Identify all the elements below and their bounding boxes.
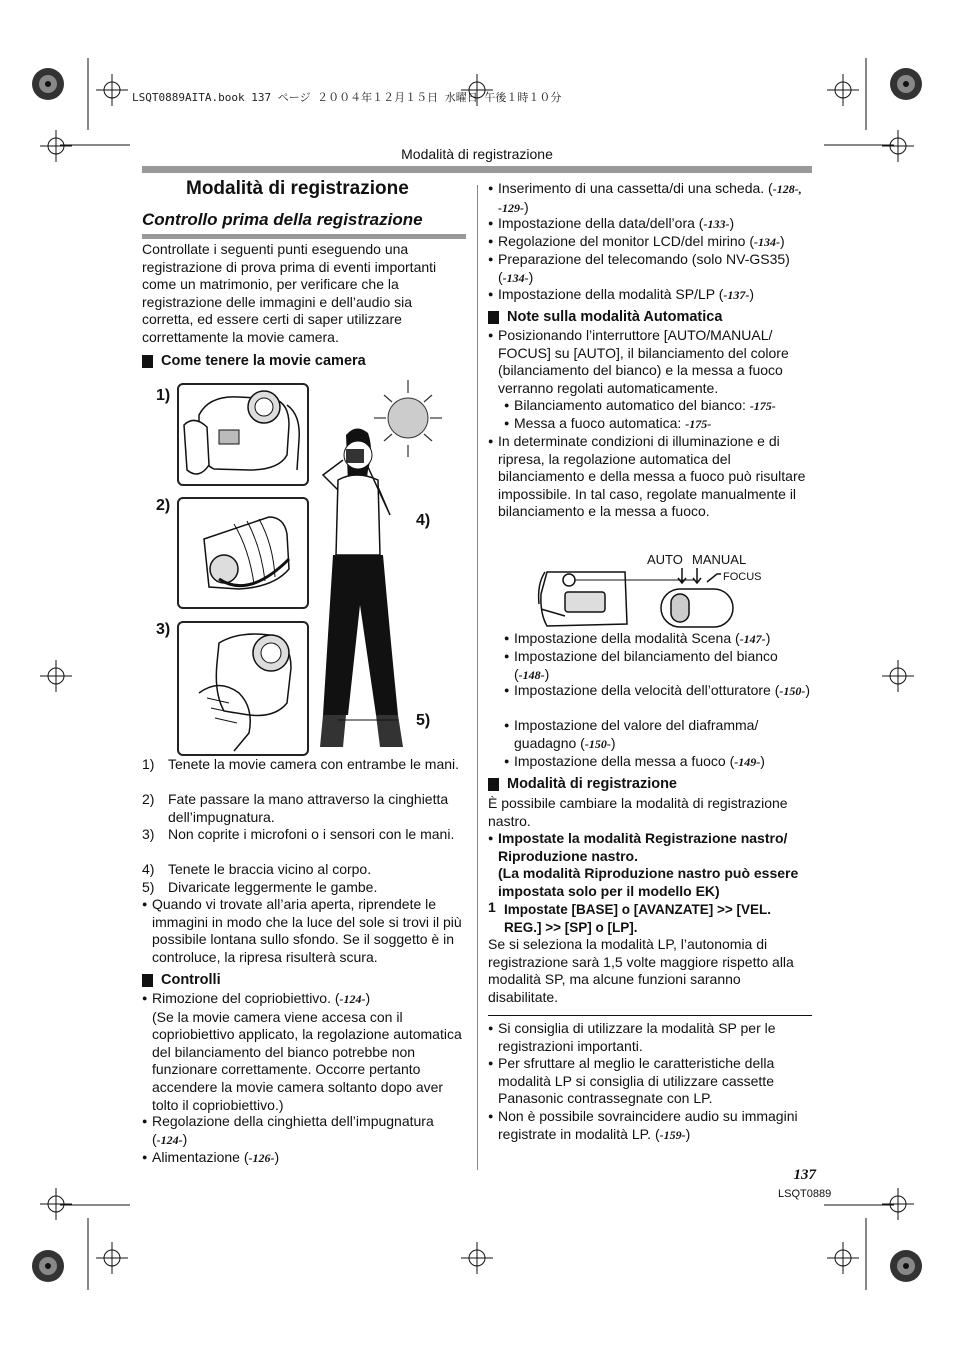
person-holding-camera-illustration bbox=[318, 375, 448, 753]
controls-bullet: ● Rimozione del copriobiettivo. (-124-) (Se la movie camera viene accesa con il copriobiettivo applicato, la regolazione automatica del bilanciamento del bianco potrebbe non funzionare correttamente. Occorre pertanto accendere la movie camera soltanto dopo aver tolto il copriobiettivo.) bbox=[142, 990, 470, 1114]
hold-item: 1) Tenete la movie camera con entrambe le mani. bbox=[142, 756, 460, 772]
hold-item: 2) Fate passare la mano attraverso la cinghietta dell’impugnatura. bbox=[142, 791, 449, 825]
check-bullet: ● Regolazione del monitor LCD/del mirino (-134-) bbox=[488, 233, 818, 252]
auto-bullet: ● In determinate condizioni di illuminazione e di ripresa, la regolazione automatica del bilanciamento e della messa a fuoco può risultare impossibile. In tal caso, regolate manualmente il bilanciamento e la messa a fuoco. bbox=[488, 433, 818, 521]
notes-rule bbox=[488, 1015, 812, 1016]
column-divider bbox=[477, 185, 478, 1170]
switch-label-focus: FOCUS bbox=[723, 571, 762, 583]
manual-setting-bullet: ● Impostazione della modalità Scena (-147-) bbox=[504, 630, 814, 649]
camera-grip-strap-illustration bbox=[177, 497, 309, 609]
auto-mode-heading: Note sulla modalità Automatica bbox=[488, 309, 722, 325]
fig-label-5: 5) bbox=[416, 712, 431, 729]
manual-setting-bullet: ● Impostazione del valore del diaframma/ guadagno (-150-) bbox=[504, 717, 794, 753]
note-bullet: ● Non è possibile sovraincidere audio su immagini registrate in modalità LP. (-159-) bbox=[488, 1108, 822, 1144]
hold-heading bbox=[142, 353, 366, 369]
check-bullet: ● Preparazione del telecomando (solo NV-GS35) (-134-) bbox=[488, 251, 818, 287]
section-square-icon bbox=[142, 974, 153, 987]
section-square-icon bbox=[142, 355, 153, 368]
section-square-icon bbox=[488, 778, 499, 791]
auto-manual-switch-illustration bbox=[535, 564, 745, 630]
fig-label-1: 1) bbox=[156, 387, 171, 404]
section-subtitle: Controllo prima della registrazione bbox=[142, 210, 423, 229]
controls-bullet: ● Regolazione della cinghietta dell’impugnatura (-124-) bbox=[142, 1113, 470, 1149]
outdoor-note: ● Quando vi trovate all’aria aperta, riprendete le immagini in modo che la luce del sole si trovi il più possibile lontana sullo sfondo. Se il soggetto è in controluce, la ripresa risulterà scura. bbox=[142, 896, 474, 966]
camera-two-hands-illustration bbox=[177, 383, 309, 486]
switch-label-manual: MANUAL bbox=[692, 552, 747, 567]
hold-heading-text: Come tenere la movie camera bbox=[161, 353, 366, 369]
note-bullet: ● Si consiglia di utilizzare la modalità SP per le registrazioni importanti. bbox=[488, 1020, 818, 1055]
manual-setting-bullet: ● Impostazione della messa a fuoco (-149-) bbox=[504, 753, 814, 772]
controls-heading: Controlli bbox=[142, 972, 221, 988]
document-code: LSQT0889 bbox=[778, 1188, 832, 1200]
rec-mode-heading: Modalità di registrazione bbox=[488, 776, 677, 792]
auto-sub-bullet: ● Bilanciamento automatico del bianco: -175- bbox=[504, 397, 814, 416]
header-rule bbox=[142, 166, 812, 173]
controls-bullet: ● Alimentazione (-126-) bbox=[142, 1149, 470, 1168]
check-bullet: ● Inserimento di una cassetta/di una scheda. (-128-, -129-) bbox=[488, 180, 818, 217]
manual-setting-bullet: ● Impostazione della velocità dell’otturatore (-150-) bbox=[504, 682, 814, 701]
check-bullet: ● Impostazione della modalità SP/LP (-137-) bbox=[488, 286, 818, 305]
fig-label-3: 3) bbox=[156, 621, 171, 638]
auto-sub-bullet: ● Messa a fuoco automatica: -175- bbox=[504, 415, 814, 434]
subtitle-rule bbox=[142, 234, 466, 239]
section-square-icon bbox=[488, 311, 499, 324]
step-text: Impostate [BASE] o [AVANZATE] >> [VEL. REG.] >> [SP] o [LP]. bbox=[504, 902, 772, 935]
switch-label-auto: AUTO bbox=[647, 552, 683, 567]
check-bullet: ● Impostazione della data/dell’ora (-133-) bbox=[488, 215, 818, 234]
camera-microphone-illustration bbox=[177, 621, 309, 756]
hold-item: 3) Non coprite i microfoni o i sensori con le mani. bbox=[142, 826, 455, 842]
page-number: 137 bbox=[793, 1167, 816, 1183]
running-head: Modalità di registrazione bbox=[401, 146, 553, 162]
rec-mode-intro: È possibile cambiare la modalità di registrazione nastro. bbox=[488, 795, 788, 829]
fig-label-4: 4) bbox=[416, 512, 431, 529]
rec-mode-bold-bullet: ● Impostate la modalità Registrazione nastro/ Riproduzione nastro. (La modalità Riproduzione nastro può essere impostata solo per il modello EK) bbox=[488, 830, 818, 900]
manual-setting-bullet: ● Impostazione del bilanciamento del bianco (-148-) bbox=[504, 648, 814, 684]
note-bullet: ● Per sfruttare al meglio le caratteristiche della modalità LP si consiglia di utilizzare cassette Panasonic contrassegnate con LP. bbox=[488, 1055, 818, 1108]
rec-mode-explanation: Se si seleziona la modalità LP, l’autonomia di registrazione sarà 1,5 volte maggiore rispetto alla modalità SP, ma alcune funzioni saranno disabilitate. bbox=[488, 936, 794, 1005]
intro-paragraph: Controllate i seguenti punti eseguendo una registrazione di prova prima di eventi importanti come un matrimonio, per verificare che la registrazione delle immagini e dell’audio sia corretta, ed essere certi di saper utilizzare correttamente la movie camera. bbox=[142, 241, 437, 345]
print-header: LSQT0889AITA.book 137 ページ ２００４年１２月１５日 水曜日 午後１時１０分 bbox=[132, 91, 562, 104]
auto-bullet: ● Posizionando l’interruttore [AUTO/MANUAL/ FOCUS] su [AUTO], il bilanciamento del colore (bilanciamento del bianco) e la messa a fuoco verranno regolati automaticamente. bbox=[488, 327, 818, 397]
page-title: Modalità di registrazione bbox=[186, 178, 409, 199]
hold-item: 5) Divaricate leggermente le gambe. bbox=[142, 879, 378, 895]
step-number: 1 bbox=[488, 899, 496, 915]
hold-item: 4) Tenete le braccia vicino al corpo. bbox=[142, 861, 372, 877]
fig-label-2: 2) bbox=[156, 497, 171, 514]
